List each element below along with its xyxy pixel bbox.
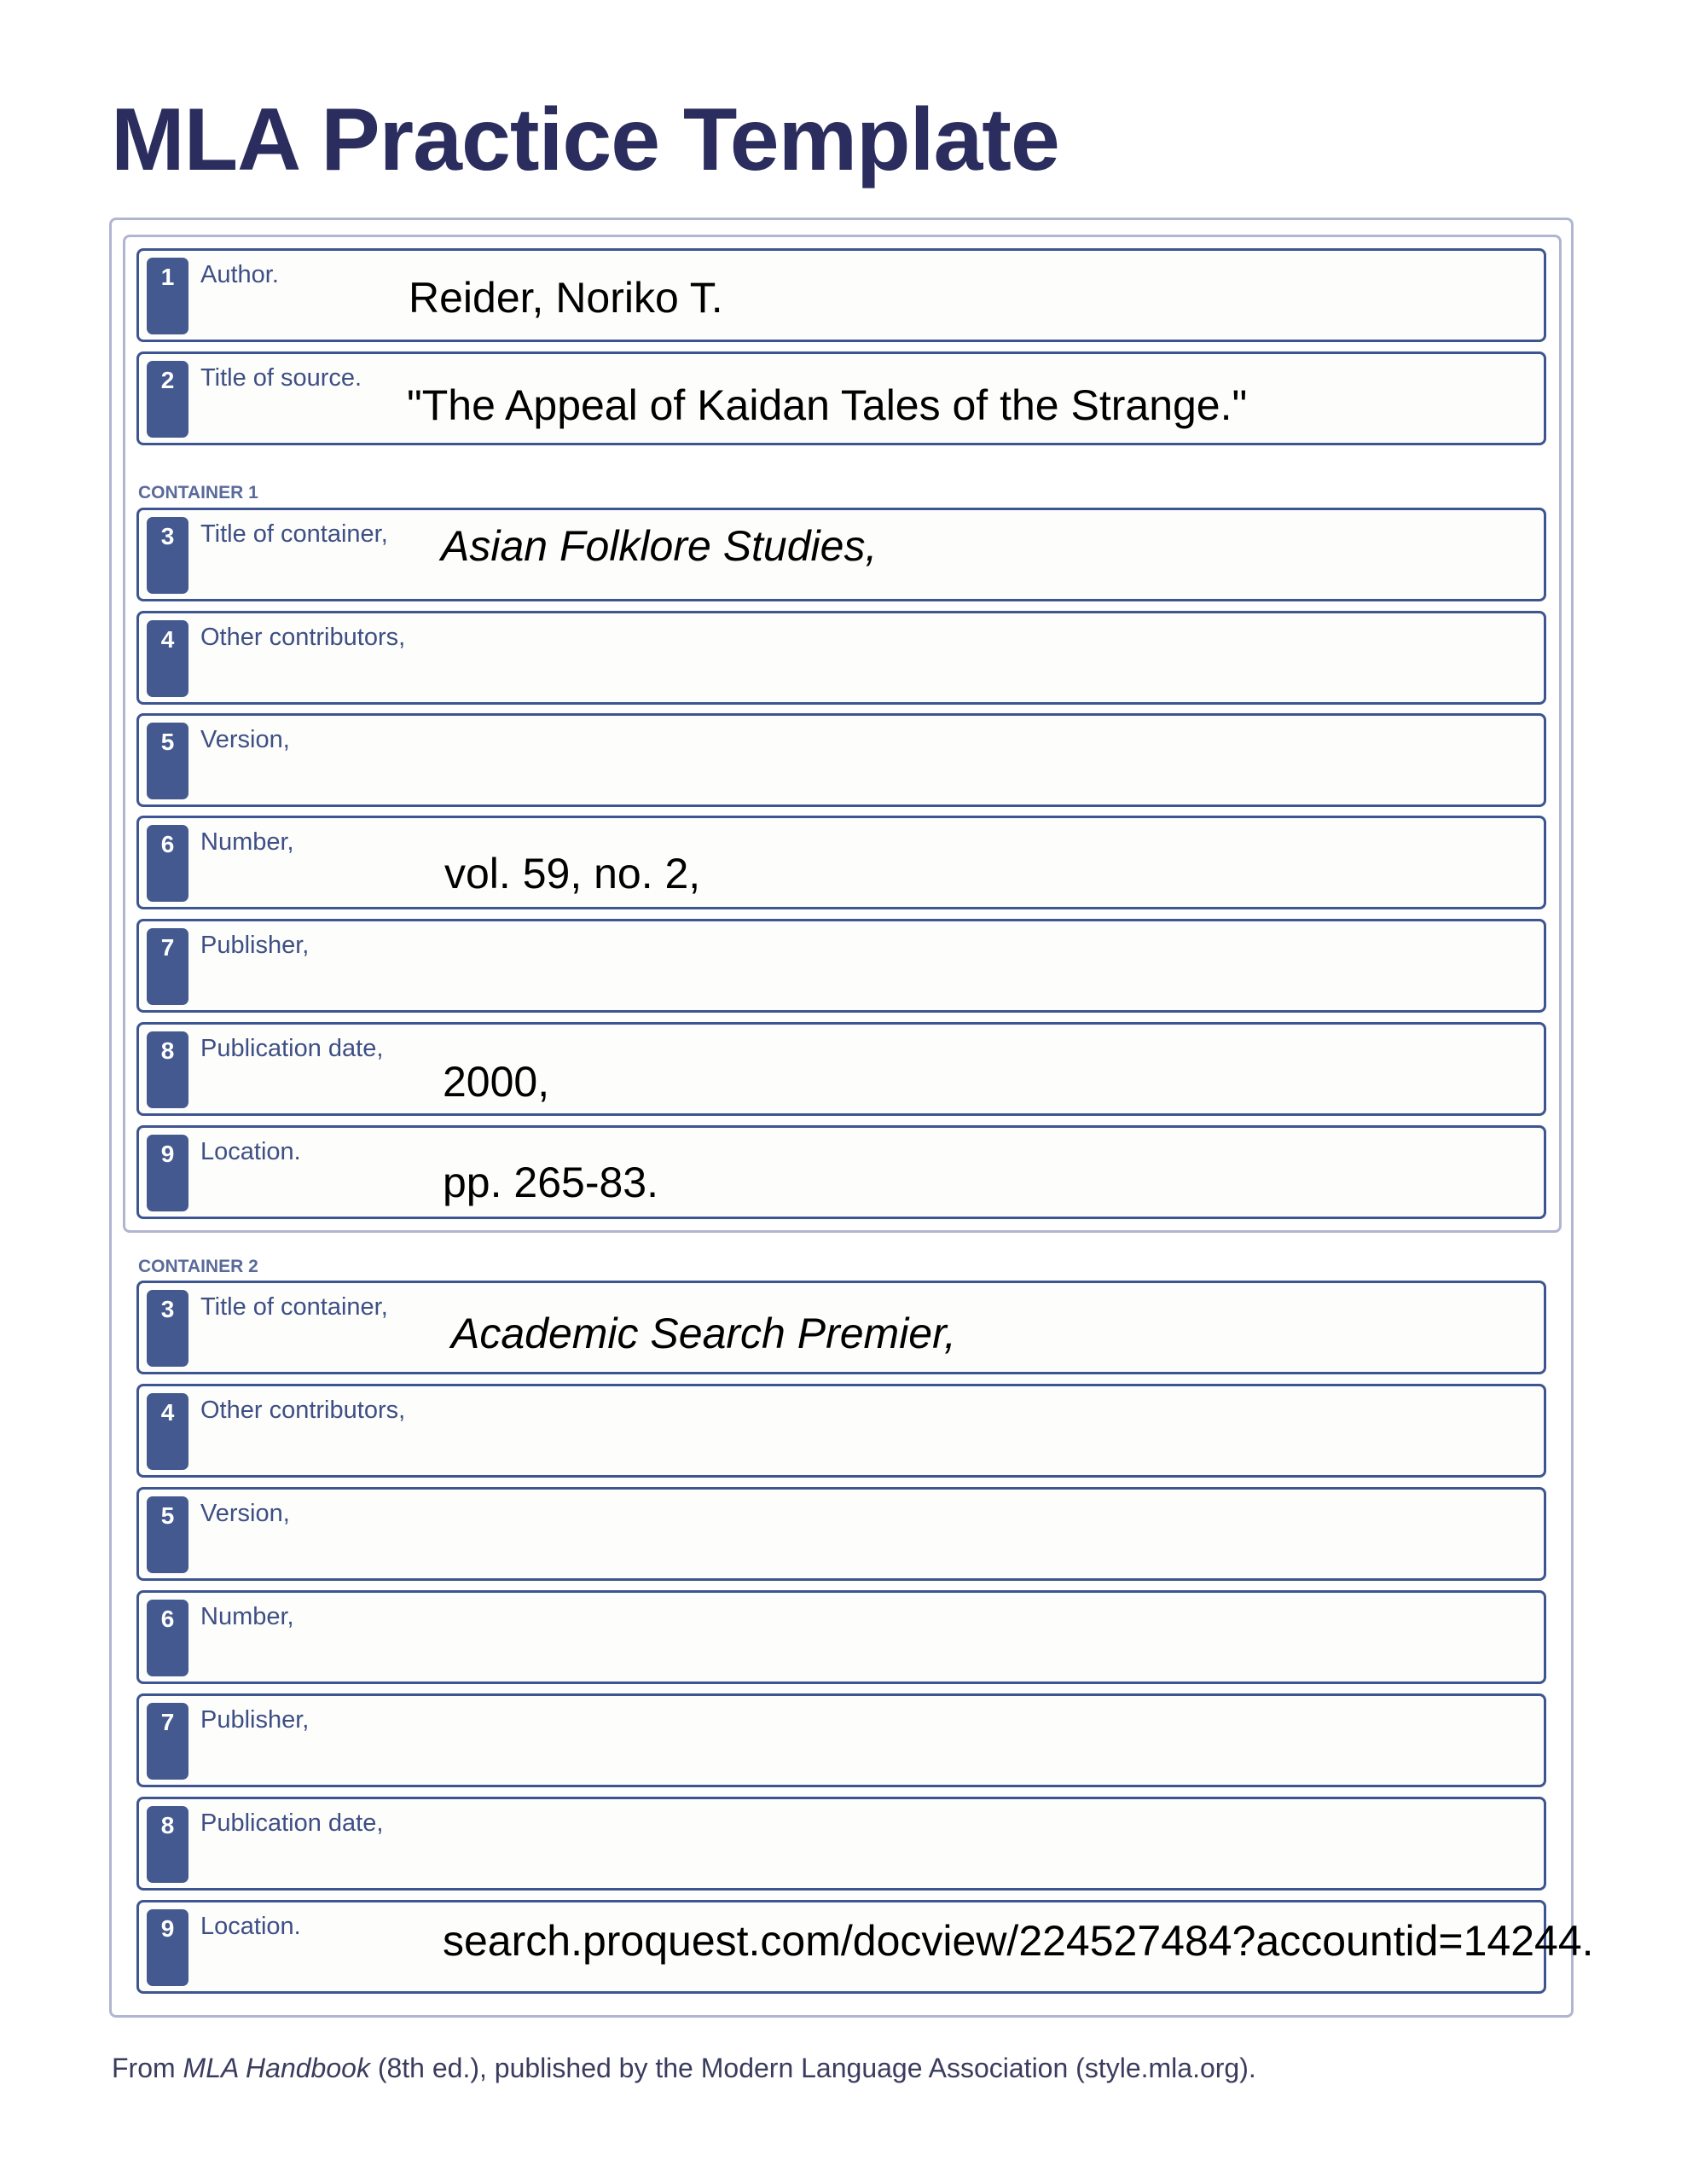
field-number-badge: 5 bbox=[147, 1496, 188, 1573]
field-label: Title of container, bbox=[200, 1293, 388, 1321]
field-number-badge: 7 bbox=[147, 1703, 188, 1780]
field-number-badge: 5 bbox=[147, 723, 188, 799]
citation-field-title-of-source[interactable] bbox=[136, 351, 1546, 445]
citation-field-other-contributors[interactable] bbox=[136, 1384, 1546, 1478]
citation-field-publisher[interactable] bbox=[136, 919, 1546, 1013]
field-value[interactable]: Reider, Noriko T. bbox=[409, 274, 723, 322]
field-value[interactable]: "The Appeal of Kaidan Tales of the Strange." bbox=[407, 381, 1248, 429]
field-number-badge: 4 bbox=[147, 620, 188, 697]
field-number-badge: 8 bbox=[147, 1031, 188, 1108]
citation-field-number[interactable] bbox=[136, 816, 1546, 909]
field-number-badge: 3 bbox=[147, 517, 188, 594]
field-value[interactable]: Academic Search Premier, bbox=[451, 1310, 956, 1357]
field-label: Other contributors, bbox=[200, 624, 406, 651]
field-label: Publication date, bbox=[200, 1809, 384, 1837]
footer-suffix: (8th ed.), published by the Modern Language Association (style.mla.org). bbox=[369, 2053, 1256, 2083]
container-1-heading: CONTAINER 1 bbox=[138, 483, 258, 502]
citation-field-other-contributors[interactable] bbox=[136, 611, 1546, 705]
field-number-badge: 6 bbox=[147, 825, 188, 902]
citation-field-title-of-container[interactable] bbox=[136, 508, 1546, 601]
field-number-badge: 8 bbox=[147, 1806, 188, 1883]
field-label: Location. bbox=[200, 1138, 301, 1165]
footer-book-title: MLA Handbook bbox=[183, 2053, 370, 2083]
field-number-badge: 6 bbox=[147, 1600, 188, 1676]
field-number-badge: 9 bbox=[147, 1909, 188, 1986]
citation-field-version[interactable] bbox=[136, 1487, 1546, 1581]
footer-credit bbox=[112, 2053, 1256, 2084]
field-label: Title of source. bbox=[200, 364, 362, 392]
citation-field-location[interactable] bbox=[136, 1900, 1594, 1994]
page-title: MLA Practice Template bbox=[111, 90, 1059, 189]
field-label: Publisher, bbox=[200, 932, 310, 959]
field-label: Version, bbox=[200, 1500, 290, 1527]
citation-field-publication-date[interactable] bbox=[136, 1797, 1546, 1891]
container-2-heading: CONTAINER 2 bbox=[138, 1257, 258, 1276]
footer-prefix: From bbox=[112, 2053, 183, 2083]
field-label: Publisher, bbox=[200, 1706, 310, 1734]
citation-field-version[interactable] bbox=[136, 713, 1546, 807]
field-value[interactable]: vol. 59, no. 2, bbox=[444, 850, 701, 897]
field-number-badge: 9 bbox=[147, 1135, 188, 1211]
citation-field-publisher[interactable] bbox=[136, 1693, 1546, 1787]
field-label: Author. bbox=[200, 261, 279, 288]
field-label: Other contributors, bbox=[200, 1397, 406, 1424]
field-label: Version, bbox=[200, 726, 290, 753]
field-value[interactable]: 2000, bbox=[443, 1058, 550, 1106]
field-value[interactable]: search.proquest.com/docview/224527484?accountid=14244. bbox=[443, 1917, 1594, 1965]
field-label: Number, bbox=[200, 1603, 294, 1630]
citation-field-title-of-container[interactable] bbox=[136, 1281, 1546, 1374]
field-number-badge: 4 bbox=[147, 1393, 188, 1470]
citation-field-number[interactable] bbox=[136, 1590, 1546, 1684]
field-label: Publication date, bbox=[200, 1035, 384, 1062]
field-label: Location. bbox=[200, 1913, 301, 1940]
field-label: Title of container, bbox=[200, 520, 388, 548]
citation-field-author[interactable] bbox=[136, 248, 1546, 342]
citation-field-publication-date[interactable] bbox=[136, 1022, 1546, 1116]
field-number-badge: 2 bbox=[147, 361, 188, 438]
field-number-badge: 7 bbox=[147, 928, 188, 1005]
field-value[interactable]: Asian Folklore Studies, bbox=[441, 522, 878, 570]
field-number-badge: 3 bbox=[147, 1290, 188, 1367]
field-value[interactable]: pp. 265-83. bbox=[443, 1159, 658, 1206]
field-label: Number, bbox=[200, 828, 294, 856]
field-number-badge: 1 bbox=[147, 258, 188, 334]
citation-field-location[interactable] bbox=[136, 1125, 1546, 1219]
